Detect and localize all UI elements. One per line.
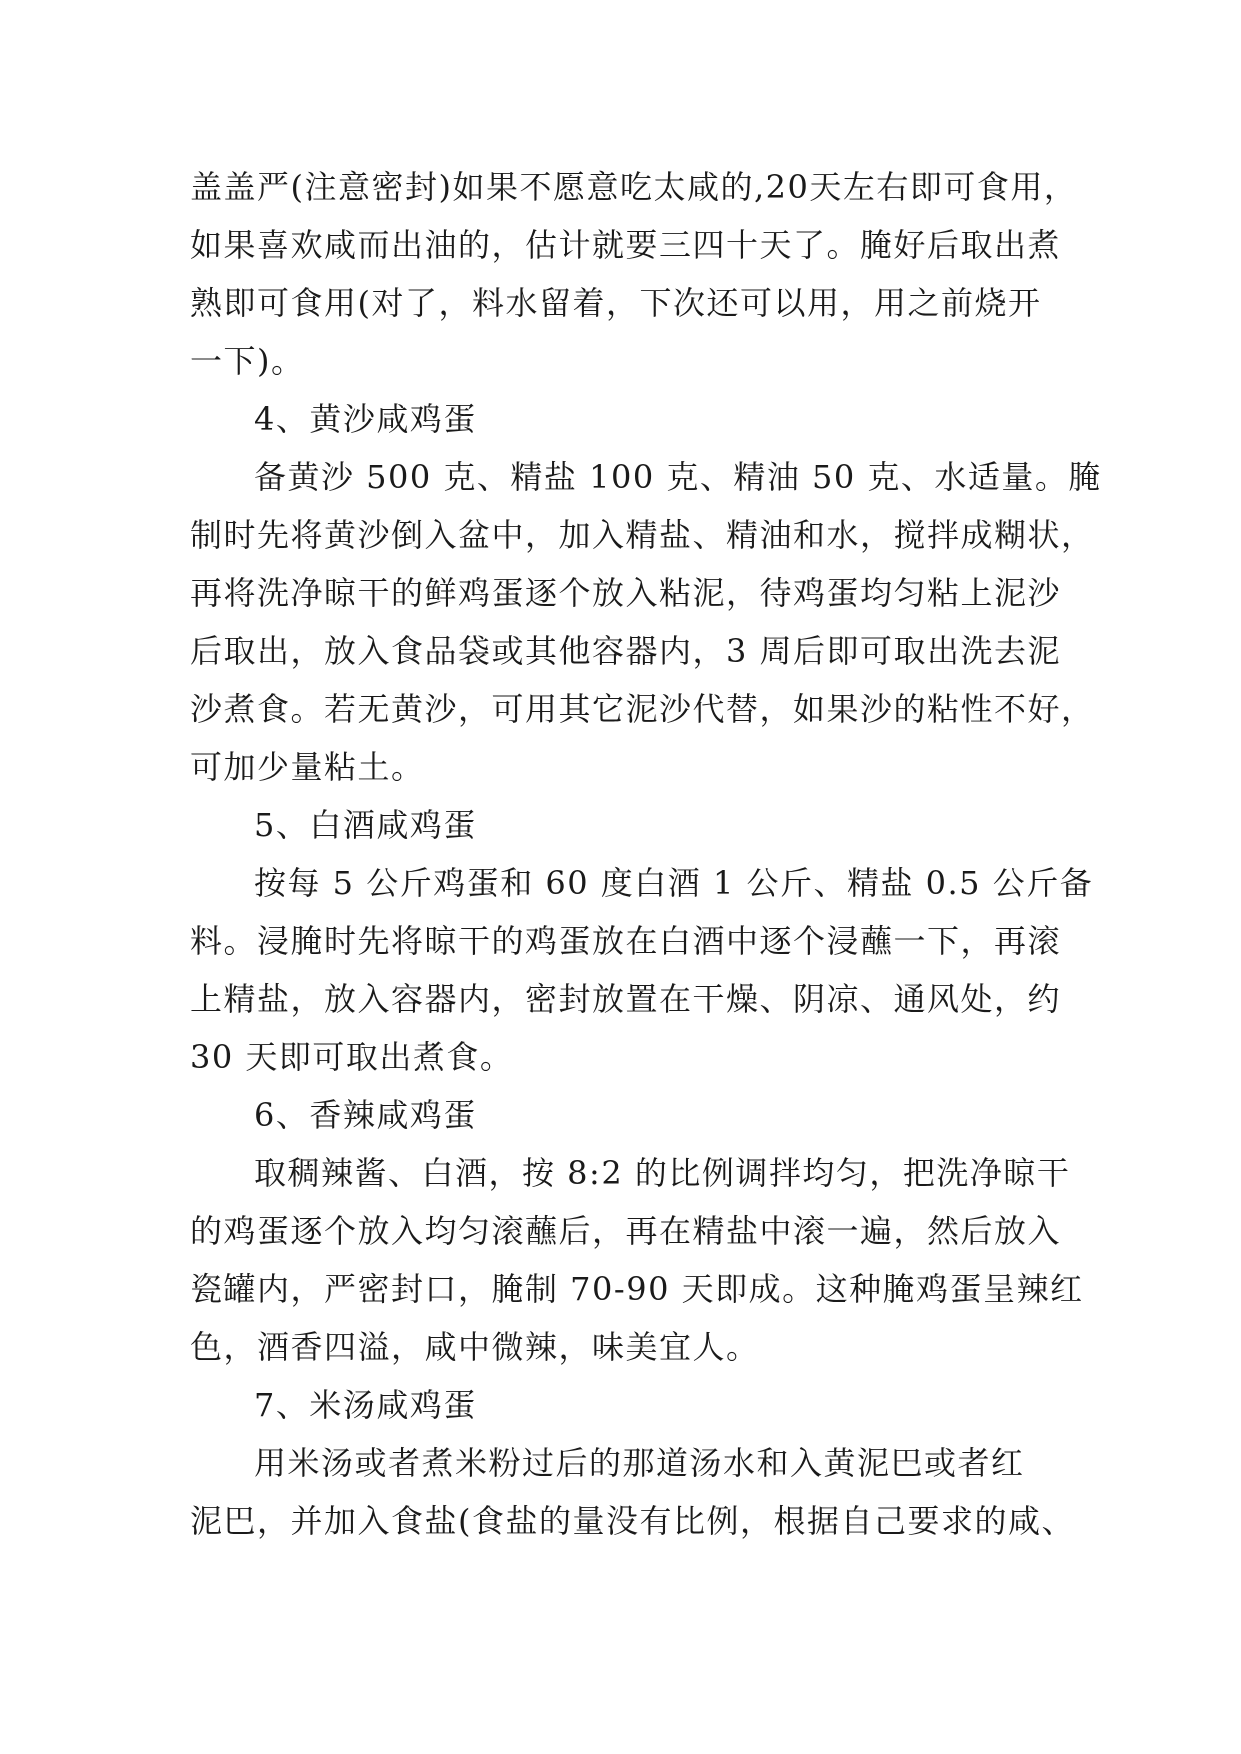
- text-line: 可加少量粘土。: [190, 748, 425, 786]
- text-line: 盖盖严(注意密封)如果不愿意吃太咸的,20天左右即可食用，: [190, 168, 1078, 206]
- section-heading: 4、黄沙咸鸡蛋: [254, 400, 477, 438]
- section-heading: 6、香辣咸鸡蛋: [254, 1096, 477, 1134]
- text-line: 一下)。: [190, 342, 305, 380]
- text-line: 上精盐，放入容器内，密封放置在干燥、阴凉、通风处，约: [190, 980, 1062, 1018]
- section-heading: 5、白酒咸鸡蛋: [254, 806, 477, 844]
- text-line: 再将洗净晾干的鲜鸡蛋逐个放入粘泥，待鸡蛋均匀粘上泥沙: [190, 574, 1062, 612]
- text-line: 色，酒香四溢，咸中微辣，味美宜人。: [190, 1328, 760, 1366]
- document-body: [190, 158, 1102, 1550]
- text-line: 备黄沙 500 克、精盐 100 克、精油 50 克、水适量。腌: [254, 458, 1102, 496]
- text-line: 按每 5 公斤鸡蛋和 60 度白酒 1 公斤、精盐 0.5 公斤备: [254, 864, 1094, 902]
- text-line: 用米汤或者煮米粉过后的那道汤水和入黄泥巴或者红: [254, 1444, 1025, 1482]
- text-line: 制时先将黄沙倒入盆中，加入精盐、精油和水，搅拌成糊状，: [190, 516, 1095, 554]
- text-line: 后取出，放入食品袋或其他容器内，3 周后即可取出洗去泥: [190, 632, 1062, 670]
- text-line: 沙煮食。若无黄沙，可用其它泥沙代替，如果沙的粘性不好，: [190, 690, 1095, 728]
- text-line: 泥巴，并加入食盐(食盐的量没有比例，根据自己要求的咸、: [190, 1502, 1075, 1540]
- section-heading: 7、米汤咸鸡蛋: [254, 1386, 477, 1424]
- text-line: 瓷罐内，严密封口，腌制 70-90 天即成。这种腌鸡蛋呈辣红: [190, 1270, 1084, 1308]
- text-line: 如果喜欢咸而出油的，估计就要三四十天了。腌好后取出煮: [190, 226, 1062, 264]
- text-line: 熟即可食用(对了，料水留着，下次还可以用，用之前烧开: [190, 284, 1042, 322]
- text-line: 取稠辣酱、白酒，按 8:2 的比例调拌均匀，把洗净晾干: [254, 1154, 1071, 1192]
- text-line: 料。浸腌时先将晾干的鸡蛋放在白酒中逐个浸蘸一下，再滚: [190, 922, 1062, 960]
- text-line: 的鸡蛋逐个放入均匀滚蘸后，再在精盐中滚一遍，然后放入: [190, 1212, 1062, 1250]
- text-line: 30 天即可取出煮食。: [190, 1038, 514, 1076]
